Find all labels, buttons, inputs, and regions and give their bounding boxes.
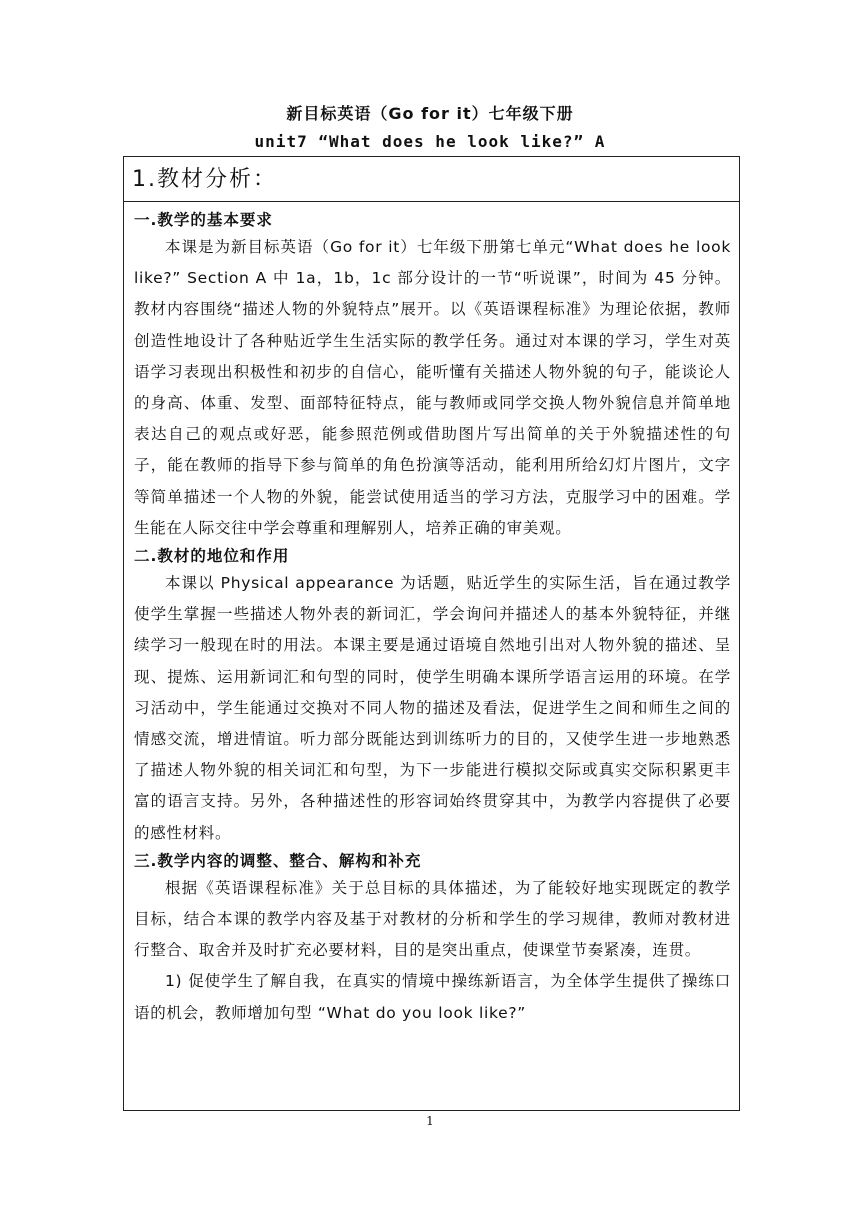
- section-heading: 一.教学的基本要求: [134, 211, 273, 229]
- paragraph: 本课以 Physical appearance 为话题，贴近学生的实际生活，旨在通过教学使学生掌握一些描述人物外表的新词汇，学会询问并描述人的基本外貌特征，并继续学习一般现在时的用法。本课主要是通过语境自然地引出对人物外貌的描述、呈现、提炼、运用新词汇和句型的同时，使学生明确本课所学语言运用的环境。在学习活动中，学生能通过交换对不同人物的描述及看法，促进学生之间和师生之间的情感交流，增进情谊。听力部分既能达到训练听力的目的，又使学生进一步地熟悉了描述人物外貌的相关词汇和句型，为下一步能进行模拟交际或真实交际积累更丰富的语言支持。另外，各种描述性的形容词始终贯穿其中，为教学内容提供了必要的感性材料。: [134, 574, 731, 842]
- section-basic-requirements: [134, 208, 731, 544]
- paragraph: 根据《英语课程标准》关于总目标的具体描述，为了能较好地实现既定的教学目标，结合本课的教学内容及基于对教材的分析和学生的学习规律，教师对教材进行整合、取舍并及时扩充必要材料，目的是突出重点，使课堂节奏紧凑，连贯。: [134, 878, 731, 960]
- table-header: 1.教材分析：: [124, 157, 739, 202]
- document-title: 新目标英语（Go for it）七年级下册: [286, 104, 574, 123]
- section-textbook-role: [134, 544, 731, 849]
- paragraph: 本课是为新目标英语（Go for it）七年级下册第七单元“What does he look like?” Section A 中 1a，1b，1c 部分设计的一节“听说课”，时间为 45 分钟。教材内容围绕“描述人物的外貌特点”展开。以《英语课程标准》为理论依据，教师创造性地设计了各种贴近学生生活实际的教学任务。通过对本课的学习，学生对英语学习表现出积极性和初步的自信心，能听懂有关描述人物外貌的句子，能谈论人的身高、体重、发型、面部特征特点，能与教师或同学交换人物外貌信息并简单地表达自己的观点或好恶，能参照范例或借助图片写出简单的关于外貌描述性的句子，能在教师的指导下参与简单的角色扮演等活动，能利用所给幻灯片图片，文字等简单描述一个人物的外貌，能尝试使用适当的学习方法，克服学习中的困难。学生能在人际交往中学会尊重和理解别人，培养正确的审美观。: [134, 238, 731, 537]
- section-heading: 三.教学内容的调整、整合、解构和补充: [134, 851, 422, 870]
- table-content: [124, 202, 739, 1029]
- section-content-adjustment: [134, 849, 731, 1029]
- document-subtitle: unit7 “What does he look like?” A: [254, 132, 606, 151]
- analysis-table: [123, 156, 740, 1111]
- page-number: 1: [426, 1114, 434, 1128]
- paragraph: 1) 促使学生了解自我，在真实的情境中操练新语言，为全体学生提供了操练口语的机会，教师增加句型 “What do you look like?”: [134, 972, 731, 1022]
- section-heading: 二.教材的地位和作用: [134, 547, 290, 566]
